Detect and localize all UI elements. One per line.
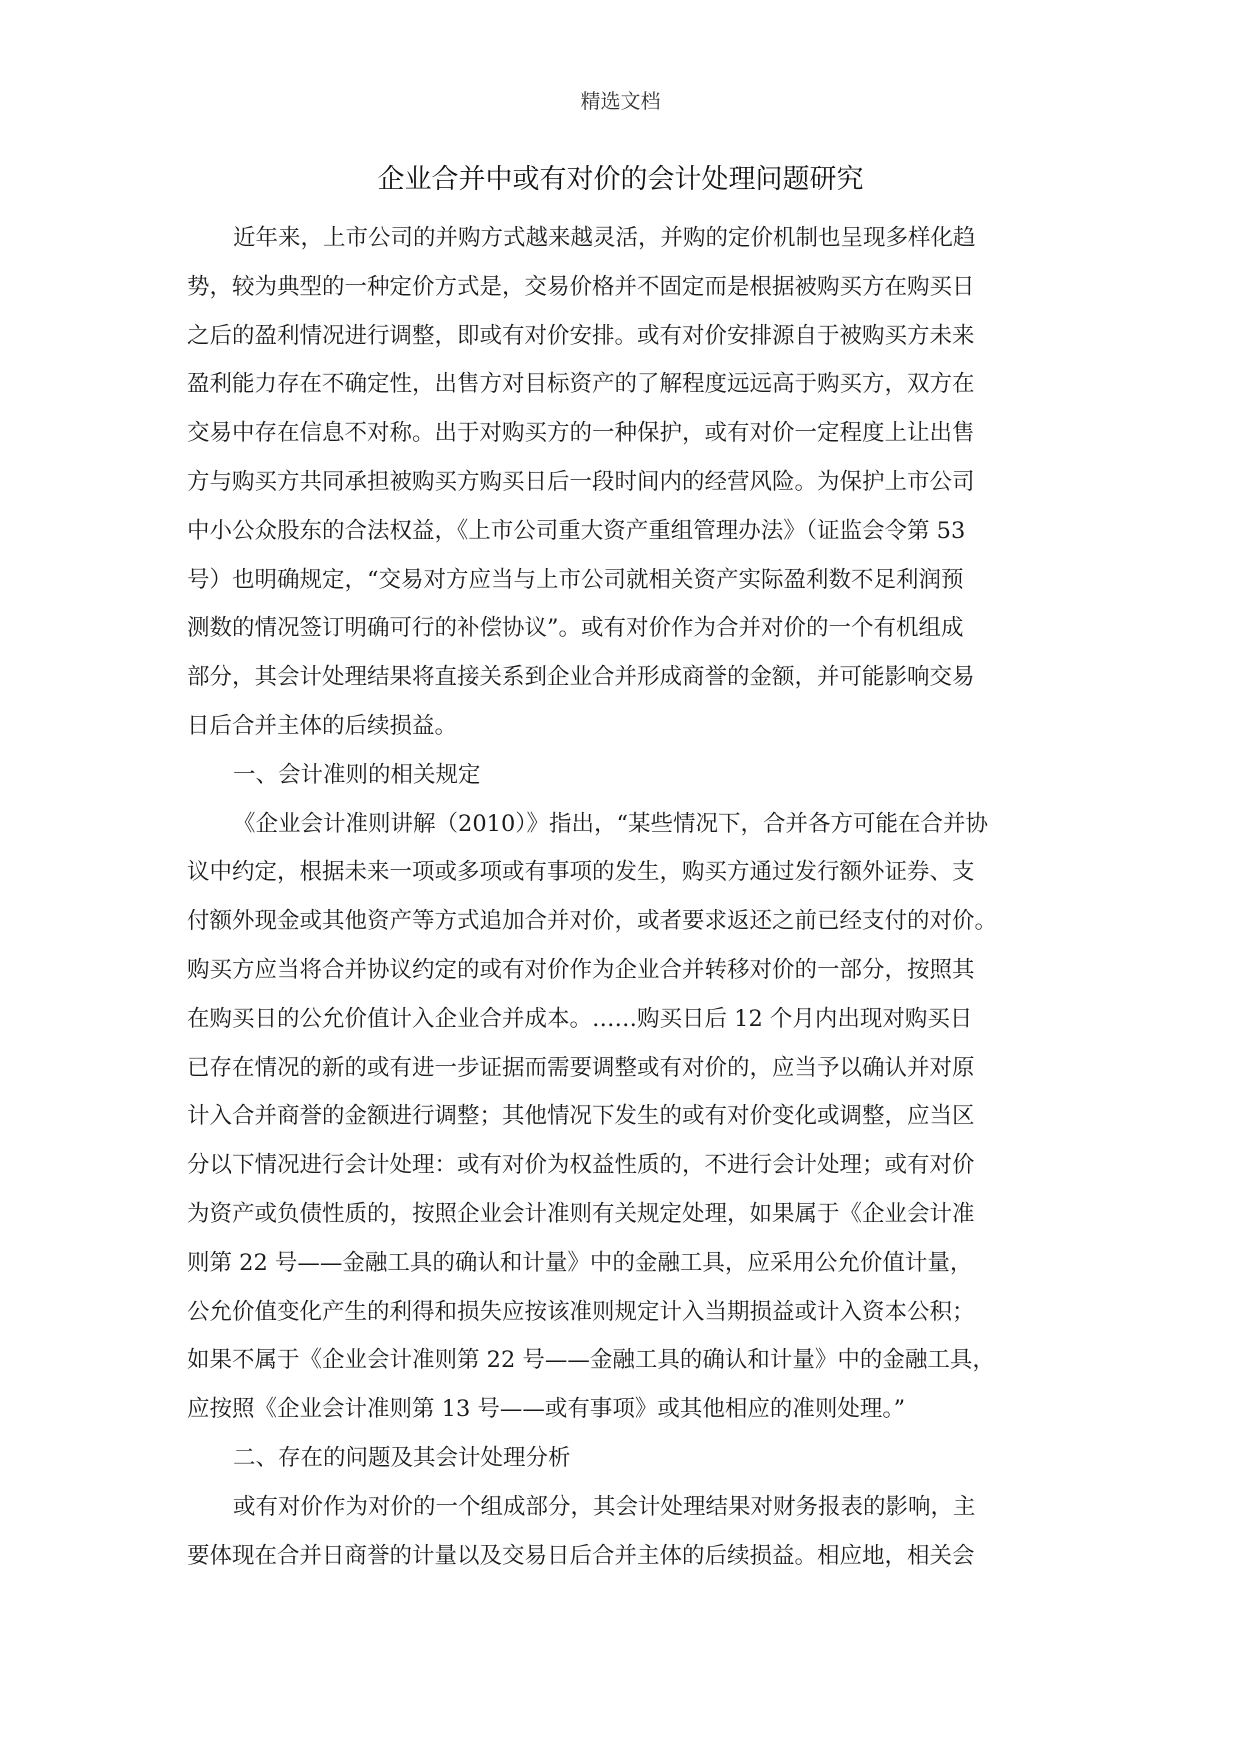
paragraph-line: 势，较为典型的一种定价方式是，交易价格并不固定而是根据被购买方在购买日: [187, 273, 975, 300]
paragraph-line: 近年来，上市公司的并购方式越来越灵活，并购的定价机制也呈现多样化趋: [233, 225, 976, 251]
document-body: [187, 223, 1055, 1589]
paragraph-line: 分以下情况进行会计处理：或有对价为权益性质的，不进行会计处理；或有对价: [187, 1152, 975, 1179]
paragraph-line: 则第 22 号——金融工具的确认和计量》中的金融工具，应采用公允价值计量，: [187, 1249, 973, 1276]
paragraph-line: 《企业会计准则讲解（2010）》指出，“某些情况下，合并各方可能在合并协: [233, 810, 989, 837]
page-header: 精选文档: [580, 89, 661, 113]
paragraph-line: 测数的情况签订明确可行的补偿协议”。或有对价作为合并对价的一个有机组成: [187, 615, 964, 642]
paragraph-line: 付额外现金或其他资产等方式追加合并对价，或者要求返还之前已经支付的对价。: [187, 908, 998, 935]
paragraph-line: 号）也明确规定，“交易对方应当与上市公司就相关资产实际盈利数不足利润预: [187, 566, 964, 593]
paragraph-line: 如果不属于《企业会计准则第 22 号——金融工具的确认和计量》中的金融工具，: [187, 1347, 995, 1374]
paragraph-line: 公允价值变化产生的利得和损失应按该准则规定计入当期损益或计入资本公积；: [187, 1298, 975, 1325]
paragraph-line: 要体现在合并日商誉的计量以及交易日后合并主体的后续损益。相应地，相关会: [187, 1542, 975, 1569]
paragraph-line: 日后合并主体的后续损益。: [187, 712, 458, 739]
paragraph-line: 交易中存在信息不对称。出于对购买方的一种保护，或有对价一定程度上让出售: [187, 420, 975, 447]
paragraph-line: 为资产或负债性质的，按照企业会计准则有关规定处理，如果属于《企业会计准: [187, 1200, 975, 1227]
paragraph-line: 中小公众股东的合法权益，《上市公司重大资产重组管理办法》（证监会令第 53: [187, 517, 966, 544]
paragraph-line: 购买方应当将合并协议约定的或有对价作为企业合并转移对价的一部分，按照其: [187, 956, 975, 983]
paragraph-line: 盈利能力存在不确定性，出售方对目标资产的了解程度远远高于购买方，双方在: [187, 371, 975, 398]
section-heading: 二、存在的问题及其会计处理分析: [233, 1444, 571, 1471]
paragraph-line: 在购买日的公允价值计入企业合并成本。……购买日后 12 个月内出现对购买日: [187, 1005, 973, 1032]
paragraph-line: 议中约定，根据未来一项或多项或有事项的发生，购买方通过发行额外证券、支: [187, 859, 975, 886]
section-heading: 一、会计准则的相关规定: [233, 761, 481, 788]
paragraph-line: 或有对价作为对价的一个组成部分，其会计处理结果对财务报表的影响，主: [233, 1493, 976, 1520]
paragraph-line: 应按照《企业会计准则第 13 号——或有事项》或其他相应的准则处理。”: [187, 1396, 906, 1423]
paragraph-line: 之后的盈利情况进行调整，即或有对价安排。或有对价安排源自于被购买方未来: [187, 322, 975, 349]
paragraph-line: 已存在情况的新的或有进一步证据而需要调整或有对价的，应当予以确认并对原: [187, 1054, 975, 1081]
paragraph-line: 计入合并商誉的金额进行调整；其他情况下发生的或有对价变化或调整，应当区: [187, 1103, 975, 1130]
paragraph-line: 部分，其会计处理结果将直接关系到企业合并形成商誉的金额，并可能影响交易: [187, 664, 975, 691]
document-title: 企业合并中或有对价的会计处理问题研究: [377, 164, 864, 195]
paragraph-line: 方与购买方共同承担被购买方购买日后一段时间内的经营风险。为保护上市公司: [187, 468, 975, 495]
